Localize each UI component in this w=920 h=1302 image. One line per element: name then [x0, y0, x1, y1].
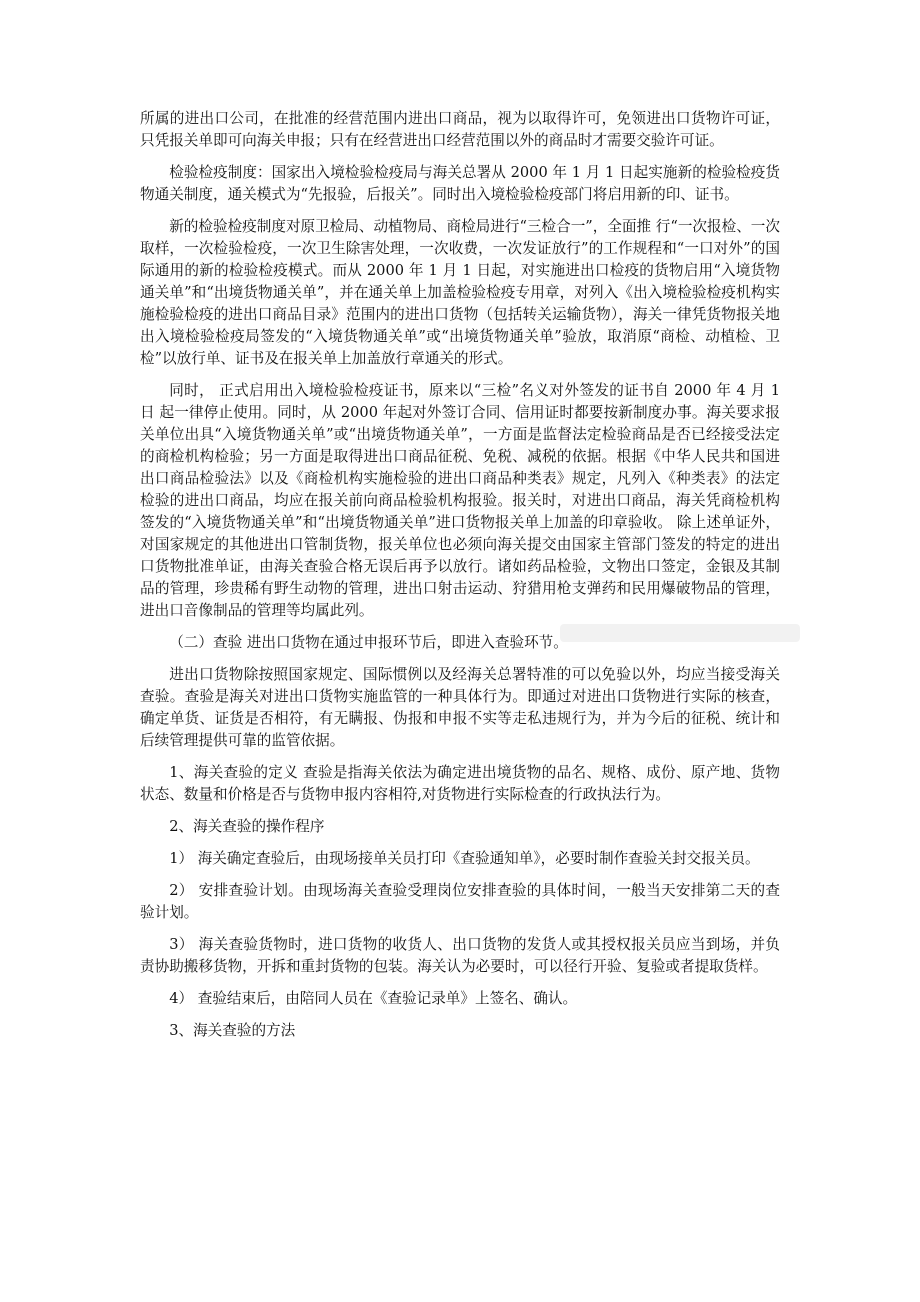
- heading-inspection: （二）查验 进出口货物在通过申报环节后，即进入查验环节。: [169, 634, 568, 651]
- document-page: [140, 108, 780, 1052]
- procedure-step-4: 4） 查验结束后，由陪同人员在《查验记录单》上签名、确认。: [169, 990, 578, 1007]
- procedure-step-3: 3） 海关查验货物时，进口货物的收货人、出口货物的发货人或其授权报关员应当到场，并负责协助搬移货物，开拆和重封货物的包装。海关认为必要时，可以径行开验、复验或者提取货样。: [140, 936, 780, 975]
- paragraph-certificates: 同时， 正式启用出入境检验检疫证书，原来以“三检”名义对外签发的证书自 2000 年 4 月 1 日 起一律停止使用。同时，从 2000 年起对外签订合同、信用证时都要按新制度办事。海关要求报关单位出具“入境货物通关单”或“出境货物通关单”，一方面是监督法定检验商品是否已经接受法定的商检机构检验；另一方面是取得进出口商品征税、免税、减税的依据。根据《中华人民共和国进出口商品检验法》以及《商检机构实施检验的进出口商品种类表》规定，凡列入《种类表》的法定检验的进出口商品，均应在报关前向商品检验机构报验。报关时，对进出口商品，海关凭商检机构签发的“入境货物通关单”和“出境货物通关单”进口货物报关单上加盖的印章验收。 除上述单证外，对国家规定的其他进出口管制货物，报关单位也必须向海关提交由国家主管部门签发的特定的进出口货物批准单证，由海关查验合格无误后再予以放行。诸如药品检验，文物出口签定，金银及其制品的管理，珍贵稀有野生动物的管理，进出口射击运动、狩猎用枪支弹药和民用爆破物品的管理，进出口音像制品的管理等均属此列。: [140, 382, 780, 619]
- heading-inspection-procedure: 2、海关查验的操作程序: [169, 818, 325, 835]
- paragraph-inspection-definition: 1、海关查验的定义 查验是指海关依法为确定进出境货物的品名、规格、成份、原产地、货物状态、数量和价格是否与货物申报内容相符,对货物进行实际检查的行政执法行为。: [140, 764, 780, 803]
- heading-inspection-methods: 3、海关查验的方法: [169, 1022, 296, 1039]
- procedure-step-1: 1） 海关确定查验后，由现场接单关员打印《查验通知单》，必要时制作查验关封交报关员。: [169, 850, 760, 867]
- procedure-step-2: 2） 安排查验计划。由现场海关查验受理岗位安排查验的具体时间，一般当天安排第二天的查验计划。: [140, 882, 780, 921]
- paragraph-inspection-overview: 进出口货物除按照国家规定、国际惯例以及经海关总署特准的可以免验以外，均应当接受海关查验。查验是海关对进出口货物实施监管的一种具体行为。即通过对进出口货物进行实际的核查，确定单货、证货是否相符，有无瞒报、伪报和申报不实等走私违规行为，并为今后的征税、统计和后续管理提供可靠的监管依据。: [140, 666, 780, 749]
- paragraph-inspection-system: 检验检疫制度：国家出入境检验检疫局与海关总署从 2000 年 1 月 1 日起实施新的检验检疫货物通关制度，通关模式为“先报验，后报关”。同时出入境检验检疫部门将启用新的印、证书。: [140, 164, 780, 203]
- paragraph-import-license: 所属的进出口公司，在批准的经营范围内进出口商品，视为以取得许可，免领进出口货物许可证，只凭报关单即可向海关申报；只有在经营进出口经营范围以外的商品时才需要交验许可证。: [140, 110, 780, 149]
- paragraph-three-in-one: 新的检验检疫制度对原卫检局、动植物局、商检局进行“三检合一”，全面推 行“一次报检、一次取样，一次检验检疫，一次卫生除害处理，一次收费，一次发证放行”的工作规程和“一口对外”的国际通用的新的检验检疫模式。而从 2000 年 1 月 1 日起，对实施进出口检疫的货物启用“入境货物通关单”和“出境货物通关单”，并在通关单上加盖检验检疫专用章，对列入《出入境检验检疫机构实施检验检疫的进出口商品目录》范围内的进出口货物（包括转关运输货物），海关一律凭货物报关地出入境检验检疫局签发的“入境货物通关单”或“出境货物通关单”验放，取消原“商检、动植检、卫检”以放行单、证书及在报关单上加盖放行章通关的形式。: [140, 218, 780, 367]
